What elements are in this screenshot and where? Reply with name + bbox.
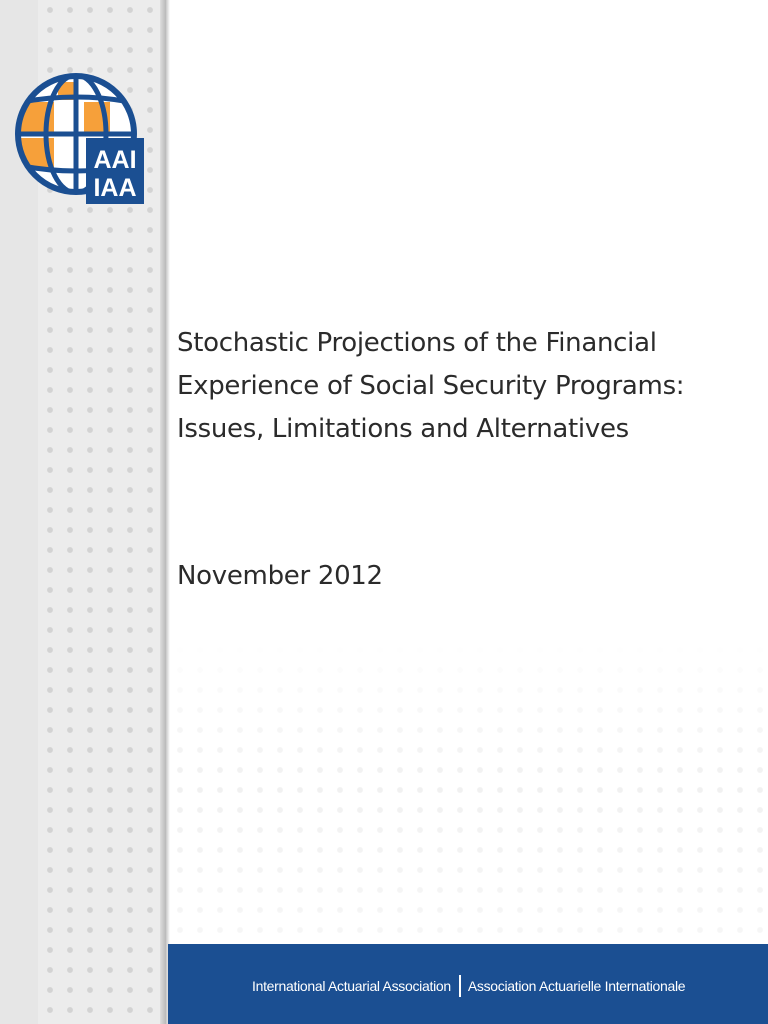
side-band-shadow (160, 0, 170, 1024)
footer-text (252, 974, 685, 998)
dotted-background (170, 640, 768, 945)
title-line: Issues, Limitations and Alternatives (177, 414, 629, 444)
footer-org-french: Association Actuarielle Internationale (467, 978, 686, 994)
footer-separator (459, 975, 461, 997)
aai-iaa-logo (14, 62, 146, 206)
logo-text-iaa: IAA (93, 174, 137, 202)
footer-org-english: International Actuarial Association (252, 978, 451, 994)
globe-icon (14, 62, 146, 206)
document-title (177, 322, 757, 451)
title-line: Stochastic Projections of the Financial (177, 328, 657, 358)
title-line: Experience of Social Security Programs: (177, 371, 685, 401)
document-date: November 2012 (177, 561, 383, 591)
logo-text-aai: AAI (93, 146, 137, 174)
footer-bar (168, 944, 768, 1024)
